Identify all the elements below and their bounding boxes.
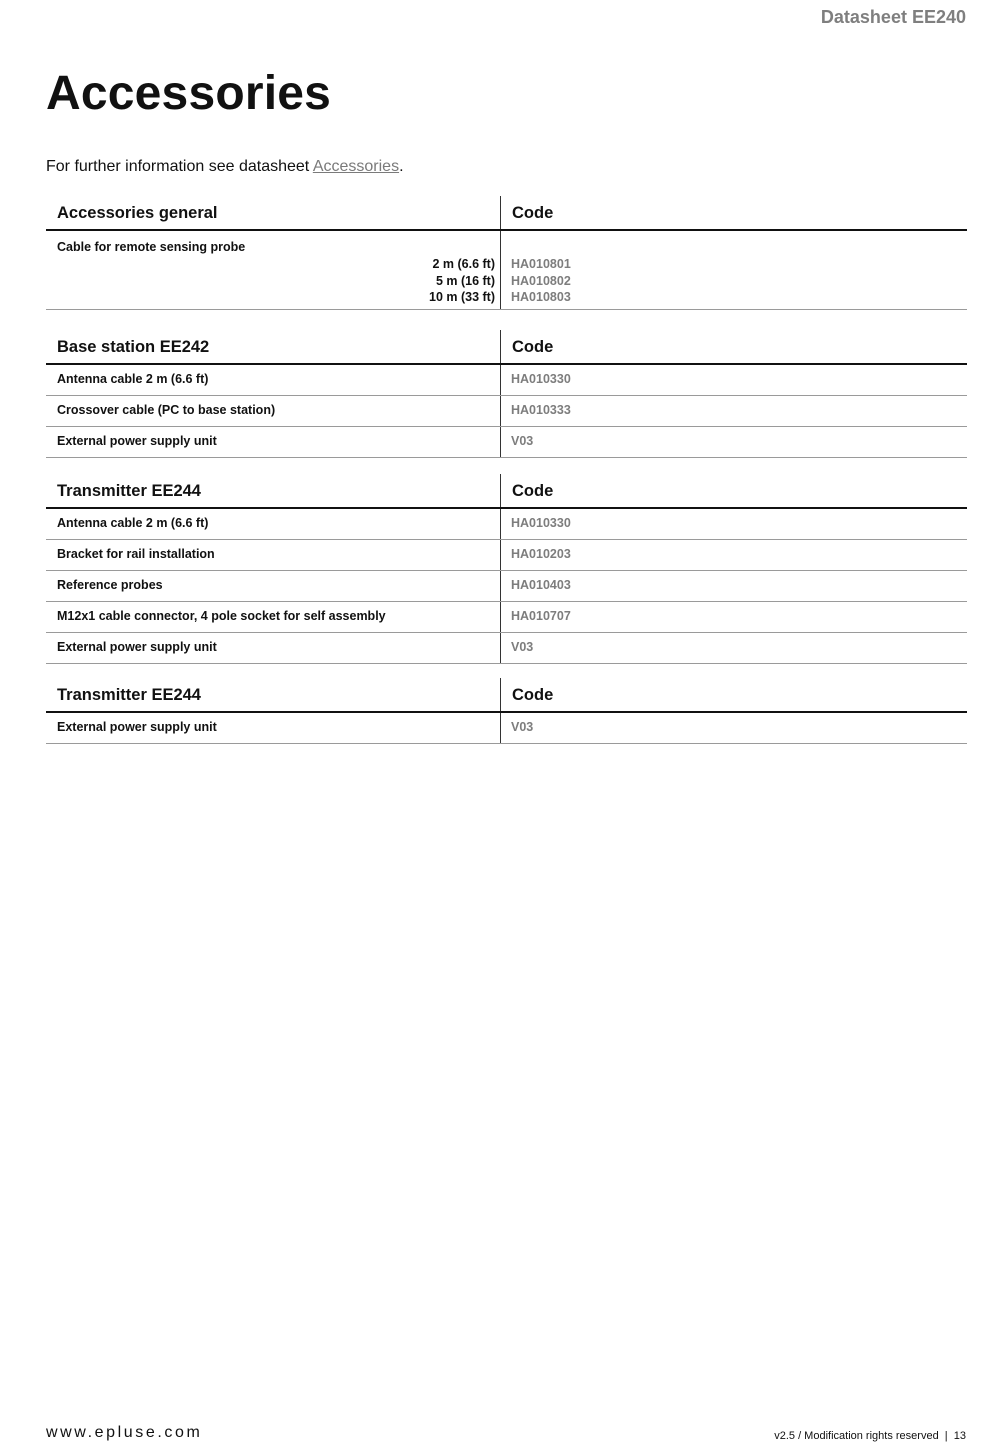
intro-text [46, 158, 404, 176]
order-code: HA010802 [511, 273, 571, 288]
page-title: Accessories [46, 67, 332, 120]
variant-lengths [429, 256, 495, 306]
item-label: External power supply unit [46, 427, 501, 457]
code-cell [501, 231, 967, 309]
base-station-table [46, 330, 967, 458]
variant-length: 5 m (16 ft) [435, 273, 495, 288]
table-header [46, 330, 967, 365]
item-label: Antenna cable 2 m (6.6 ft) [46, 509, 501, 539]
column-heading-code: Code [512, 204, 554, 222]
item-label: Bracket for rail installation [46, 540, 501, 570]
item-label: Cable for remote sensing probe [57, 240, 246, 254]
table-row [46, 571, 967, 602]
table-header [46, 474, 967, 509]
accessories-link[interactable]: Accessories [312, 158, 400, 175]
item-label: Reference probes [46, 571, 501, 601]
version-page-number: v2.5 / Modification rights reserved | 13 [774, 1430, 966, 1442]
table-row [46, 427, 967, 458]
item-label: Crossover cable (PC to base station) [46, 396, 501, 426]
table-row [46, 713, 967, 744]
variant-length: 10 m (33 ft) [429, 290, 495, 304]
column-heading-code: Code [512, 482, 554, 500]
item-label: External power supply unit [46, 713, 501, 743]
order-code: HA010333 [511, 403, 571, 417]
transmitter-table [46, 678, 967, 744]
column-heading-item: Base station EE242 [46, 330, 501, 363]
item-label: M12x1 cable connector, 4 pole socket for self assembly [46, 602, 501, 632]
order-code: V03 [511, 720, 534, 734]
item-label: External power supply unit [46, 633, 501, 663]
table-header [46, 678, 967, 713]
order-code: V03 [511, 434, 534, 448]
table-row [46, 540, 967, 571]
item-cell [46, 231, 501, 309]
column-heading-code: Code [512, 338, 554, 356]
order-code: HA010803 [511, 290, 571, 304]
table-row [46, 509, 967, 540]
table-row [46, 396, 967, 427]
column-heading-code: Code [512, 686, 554, 704]
datasheet-title: Datasheet EE240 [820, 7, 966, 27]
item-label: Antenna cable 2 m (6.6 ft) [46, 365, 501, 395]
order-code: HA010203 [511, 547, 571, 561]
order-code: HA010801 [511, 257, 571, 271]
column-heading-item: Accessories general [46, 196, 501, 229]
variant-length: 2 m (6.6 ft) [432, 257, 495, 271]
order-code: HA010707 [511, 609, 571, 623]
table-row [46, 231, 967, 310]
accessories-general-table [46, 196, 967, 310]
table-header [46, 196, 967, 231]
transmitter-table [46, 474, 967, 664]
table-row [46, 602, 967, 633]
intro-prefix: For further information see datasheet [46, 158, 313, 175]
table-row [46, 365, 967, 396]
order-code: V03 [511, 640, 534, 654]
order-code: HA010330 [511, 372, 571, 386]
order-code: HA010403 [511, 578, 571, 592]
website-url: www.epluse.com [46, 1424, 203, 1441]
intro-suffix: . [399, 158, 404, 175]
column-heading-item: Transmitter EE244 [46, 678, 501, 711]
column-heading-item: Transmitter EE244 [46, 474, 501, 507]
table-row [46, 633, 967, 664]
order-code: HA010330 [511, 516, 571, 530]
